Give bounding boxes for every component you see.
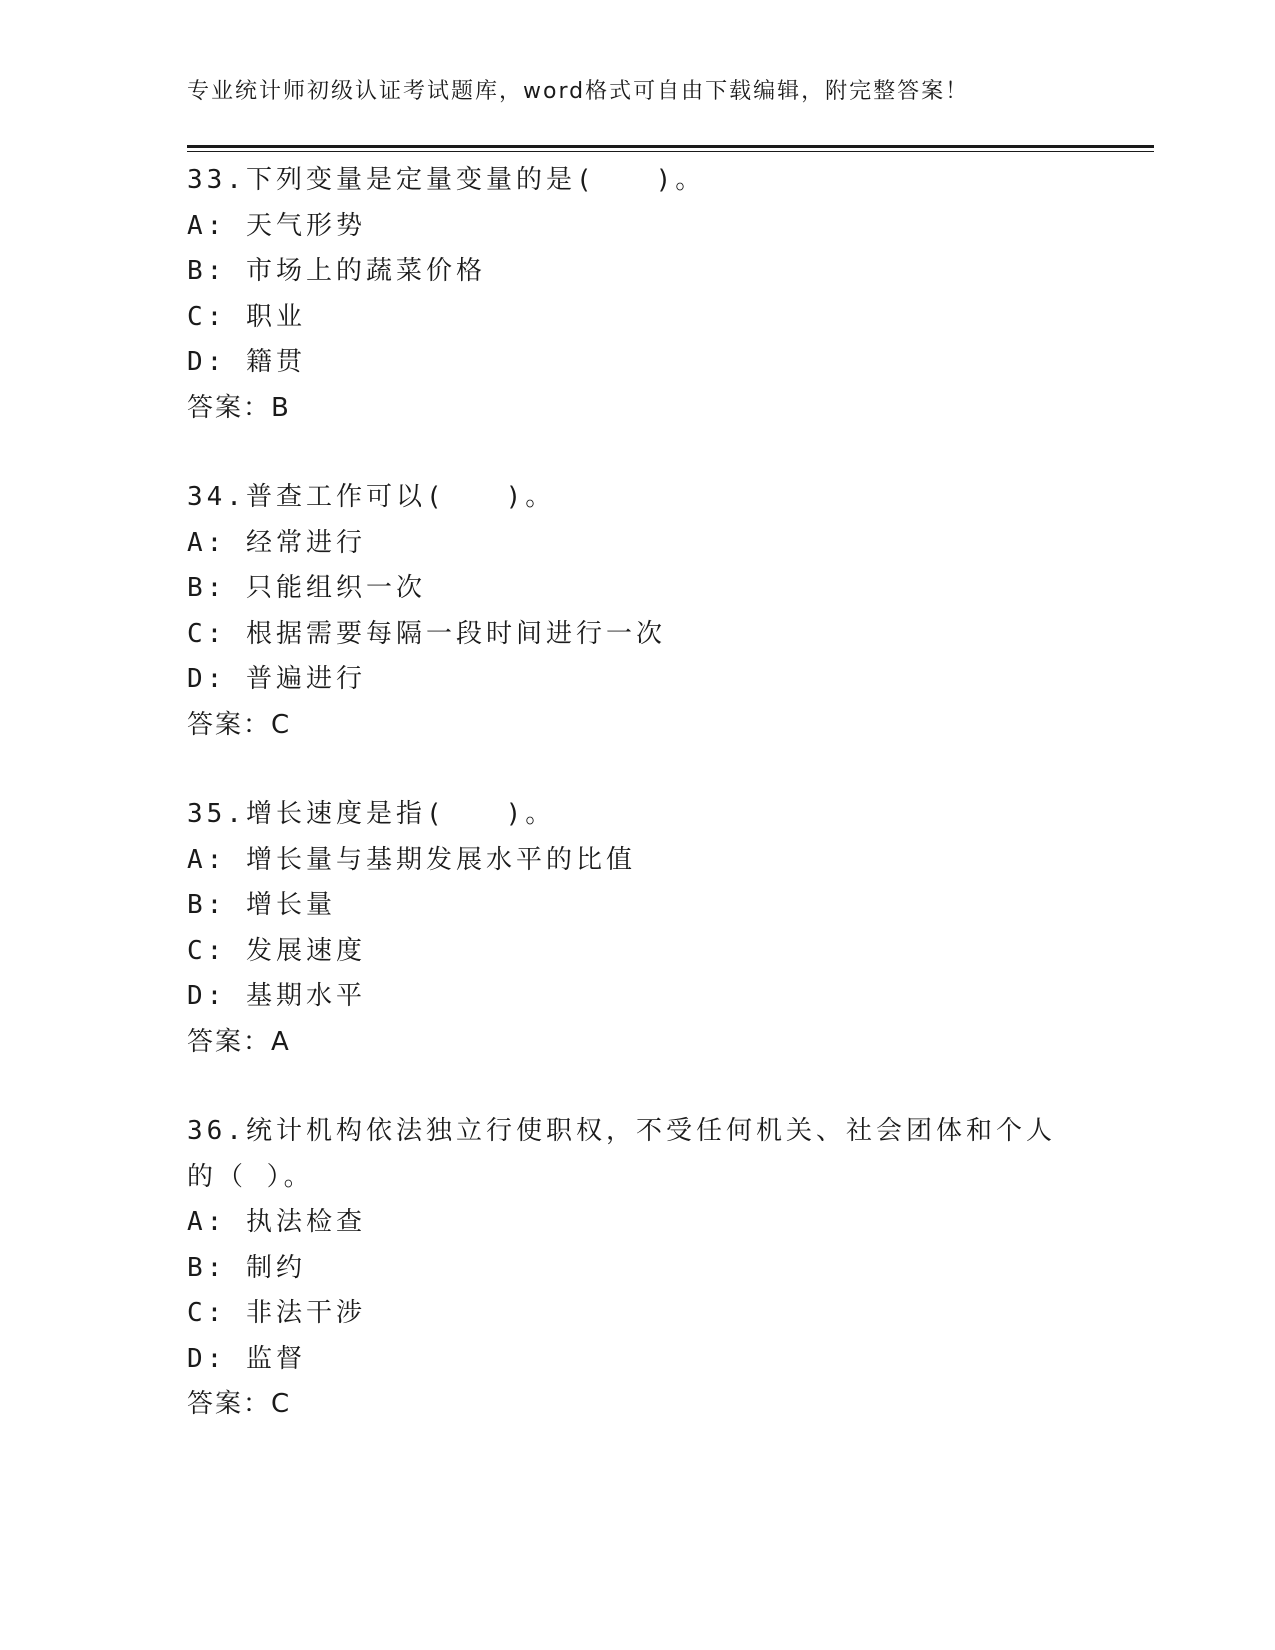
option-d: D: 普遍进行 [187,664,366,694]
option-d: D: 监督 [187,1343,306,1374]
answer: 答案：C [187,709,292,740]
answer: 答案：B [187,392,291,423]
option-b: B: 市场上的蔬菜价格 [187,256,486,286]
option-b: B: 只能组织一次 [187,573,426,603]
question-list [187,158,1087,1472]
header-rule-thin [187,151,1154,152]
question-stem: 36.统计机构依法独立行使职权，不受任何机关、社会团体和个人的（ ）。 [187,1116,1056,1192]
option-a: A: 天气形势 [187,210,366,241]
question-stem: 35.增长速度是指( )。 [187,799,556,829]
page-header: 专业统计师初级认证考试题库，word格式可自由下载编辑，附完整答案！ [187,79,970,104]
option-c: C: 根据需要每隔一段时间进行一次 [187,618,666,649]
option-b: B: 增长量 [187,890,336,920]
header-rule-thick [187,145,1154,148]
option-c: C: 非法干涉 [187,1298,366,1328]
question-33 [187,158,1087,431]
answer: 答案：A [187,1026,291,1057]
question-stem: 34.普查工作可以( )。 [187,482,556,512]
option-d: D: 基期水平 [187,981,366,1011]
option-a: A: 增长量与基期发展水平的比值 [187,844,636,875]
question-stem: 33.下列变量是定量变量的是( )。 [187,165,706,195]
option-a: A: 执法检查 [187,1207,366,1237]
option-a: A: 经常进行 [187,527,366,558]
option-c: C: 发展速度 [187,935,366,966]
question-36 [187,1109,1087,1428]
answer: 答案：C [187,1389,292,1419]
question-35 [187,792,1087,1065]
option-d: D: 籍贯 [187,347,306,377]
option-b: B: 制约 [187,1252,306,1283]
question-34 [187,475,1087,748]
option-c: C: 职业 [187,301,306,332]
